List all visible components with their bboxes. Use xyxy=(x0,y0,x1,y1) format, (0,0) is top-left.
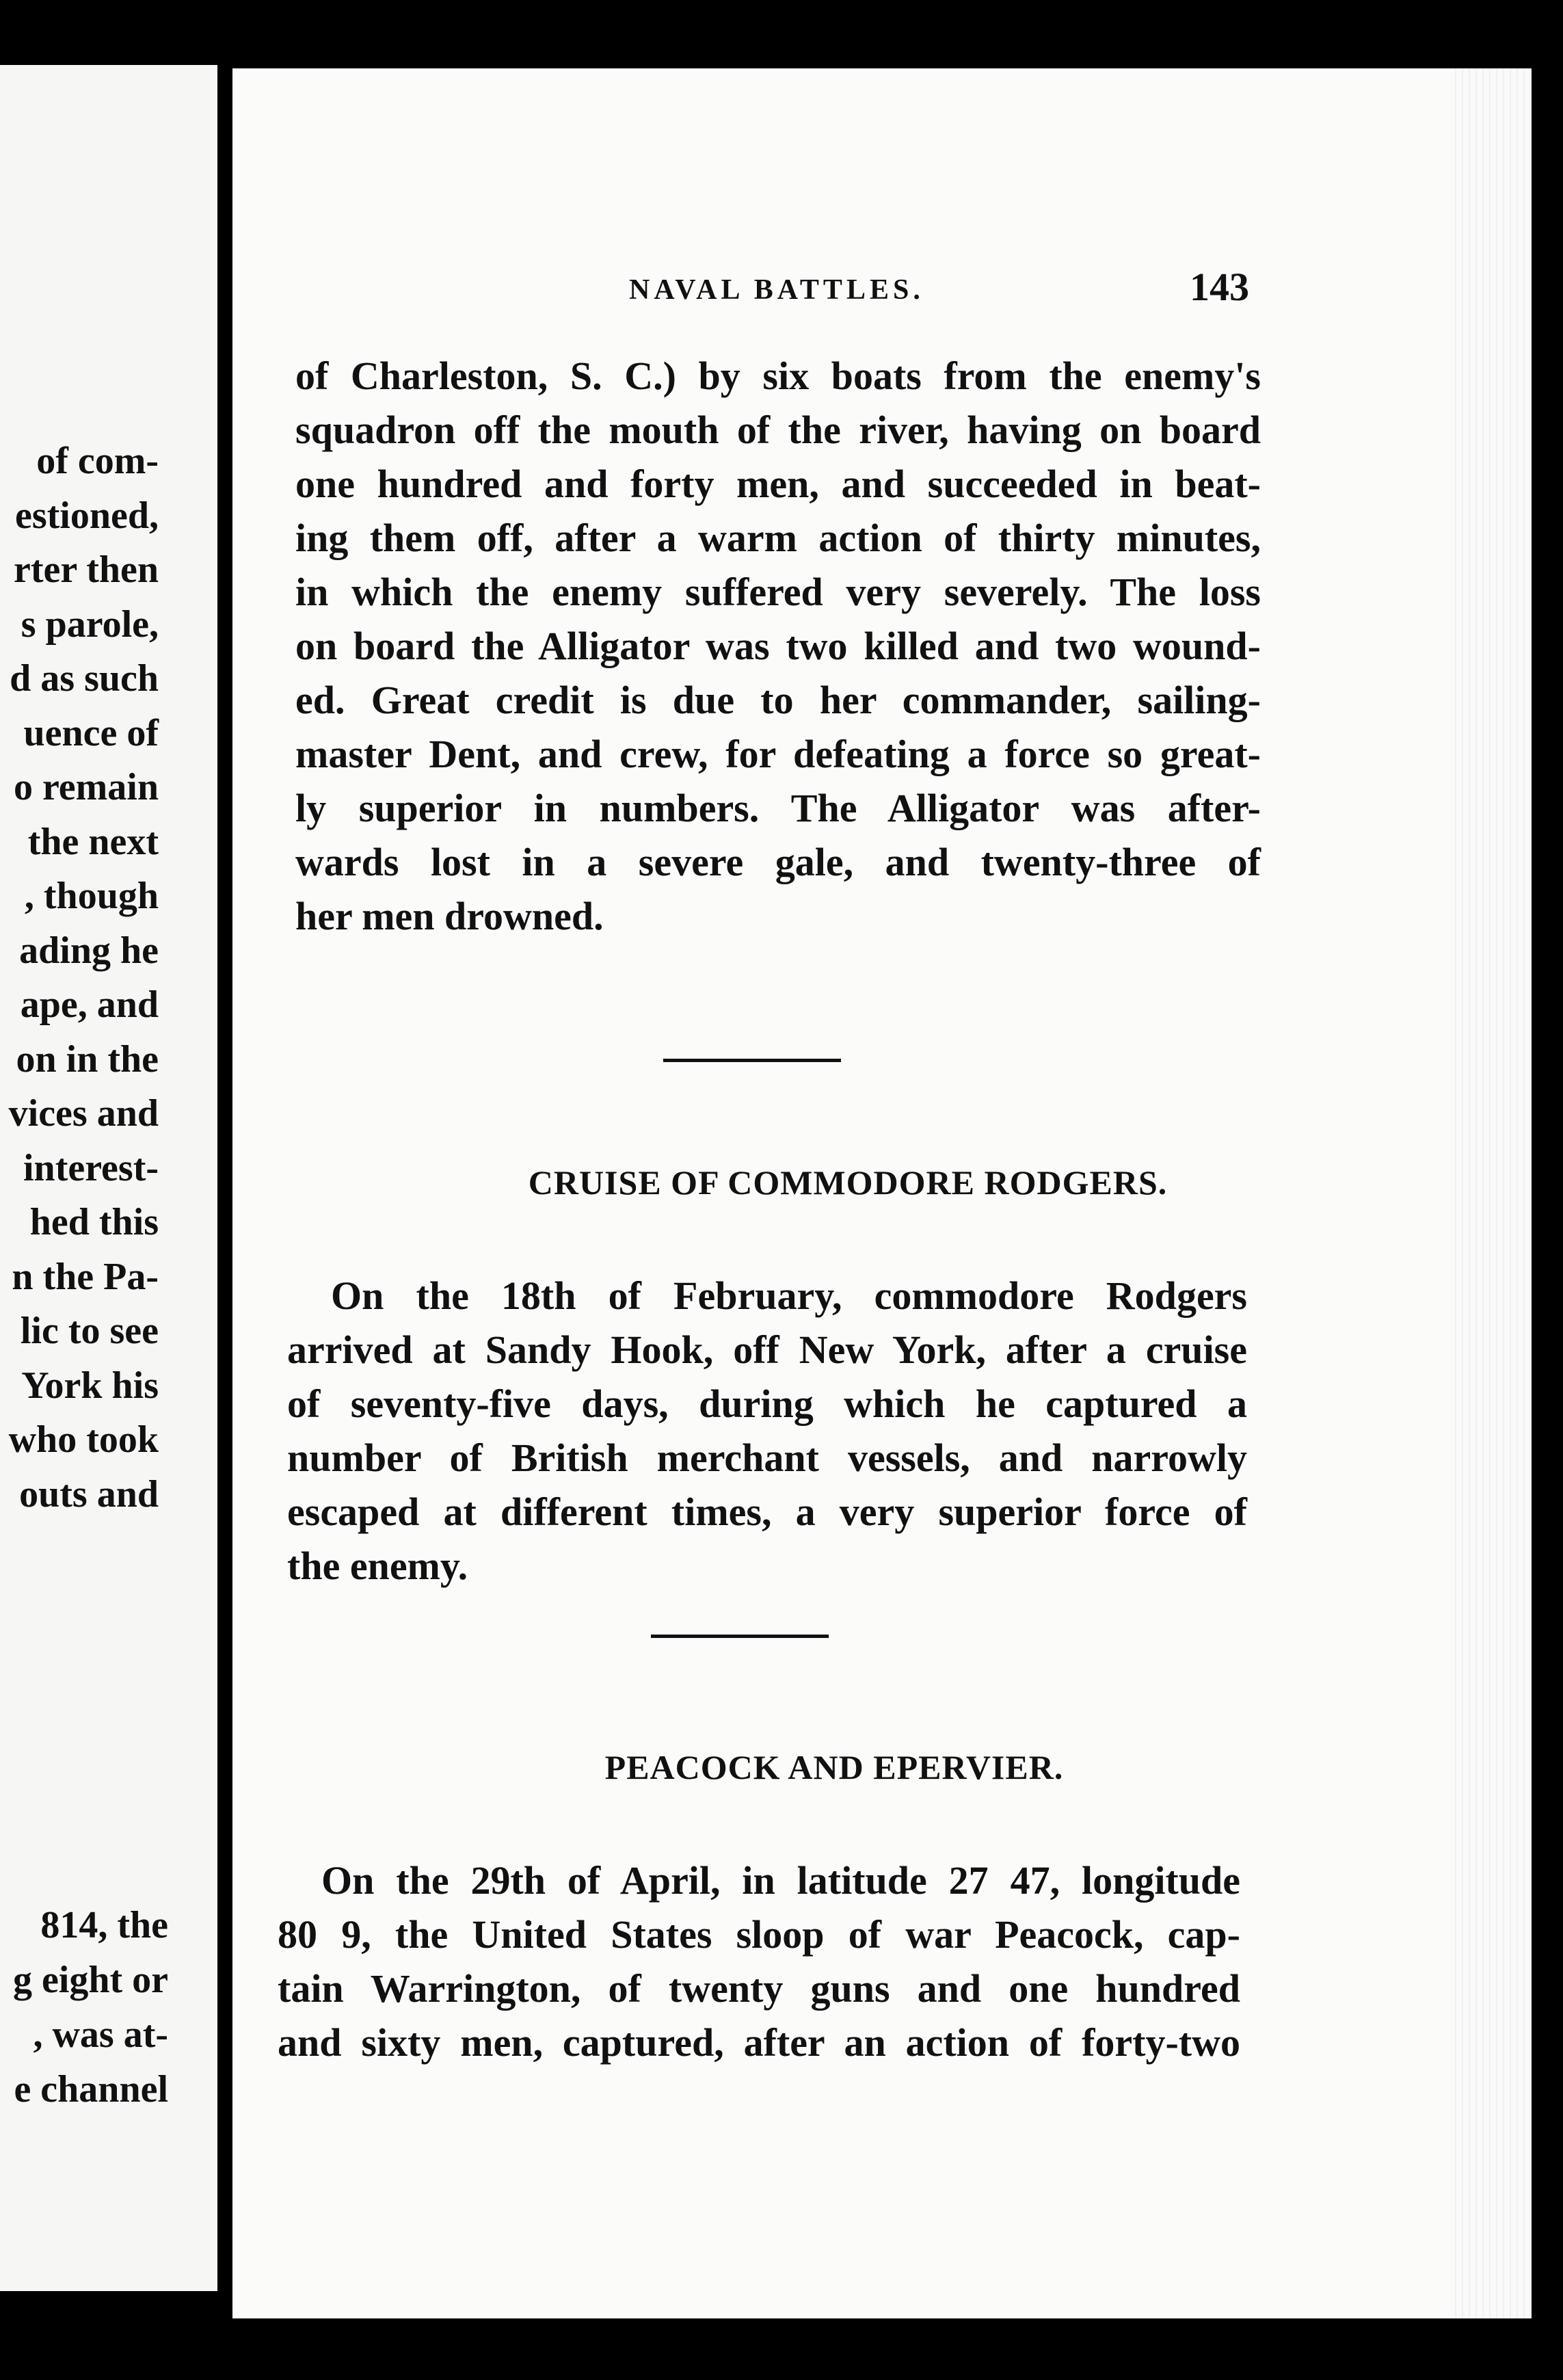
text-line: g eight or xyxy=(12,1959,168,2001)
text-line: rter then xyxy=(14,548,159,591)
book-spine xyxy=(217,62,232,2298)
text-line: in which the enemy suffered very severely. The loss xyxy=(295,570,1261,614)
section-divider xyxy=(651,1635,829,1638)
paragraph-peacock xyxy=(278,1853,1240,2070)
text-line: wards lost in a severe gale, and twenty-three of xyxy=(295,840,1261,884)
text-line: the enemy. xyxy=(287,1544,468,1588)
text-line: estioned, xyxy=(15,494,159,537)
text-line: s parole, xyxy=(21,603,159,646)
text-line: one hundred and forty men, and succeeded in beat- xyxy=(295,462,1261,506)
text-line: lic to see xyxy=(20,1310,159,1352)
text-span: the 29th of April, in latitude 27 47, longitude xyxy=(396,1858,1241,1903)
text-line: n the Pa- xyxy=(12,1255,159,1298)
text-line: interest- xyxy=(23,1146,159,1189)
text-line: d as such xyxy=(10,657,159,700)
text-line: e channel xyxy=(14,2068,168,2111)
text-line: York his xyxy=(21,1364,159,1407)
text-line: master Dent, and crew, for defeating a force so great- xyxy=(295,732,1261,776)
text-line: ed. Great credit is due to her commander, sailing- xyxy=(295,678,1261,722)
text-line: tain Warrington, of twenty guns and one hundred xyxy=(278,1966,1240,2011)
text-line: of com- xyxy=(36,440,159,482)
left-page xyxy=(0,65,217,2291)
running-head: NAVAL BATTLES. xyxy=(629,274,924,306)
text-line: who took xyxy=(8,1418,159,1461)
text-line: number of British merchant vessels, and narrowly xyxy=(287,1436,1247,1480)
text-line: outs and xyxy=(19,1472,159,1516)
left-page-text-top xyxy=(9,434,159,1522)
right-page xyxy=(232,68,1532,2318)
text-line: , was at- xyxy=(33,2013,168,2056)
text-line: the next xyxy=(27,820,159,863)
left-page-text-bottom xyxy=(13,1898,168,2117)
text-line xyxy=(278,1853,1240,1907)
section-heading: PEACOCK AND EPERVIER. xyxy=(604,1748,1064,1786)
text-line: ape, and xyxy=(20,983,159,1026)
section-divider xyxy=(663,1059,841,1062)
text-line: o remain xyxy=(13,766,159,808)
text-line: ading he xyxy=(19,929,159,972)
paragraph-continued xyxy=(295,349,1261,943)
text-line: 80 9, the United States sloop of war Peacock, cap- xyxy=(278,1912,1240,1957)
text-line: of seventy-five days, during which he captured a xyxy=(287,1381,1247,1426)
text-line: vices and xyxy=(8,1092,159,1135)
drop-cap: On xyxy=(321,1858,375,1903)
text-line xyxy=(287,1269,1247,1323)
text-line: on in the xyxy=(16,1037,159,1081)
text-line: ly superior in numbers. The Alligator was after- xyxy=(295,786,1261,830)
text-line: uence of xyxy=(23,711,159,754)
text-line: squadron off the mouth of the river, having on board xyxy=(295,408,1261,452)
page-number: 143 xyxy=(1190,265,1249,309)
paragraph-cruise xyxy=(287,1269,1247,1593)
text-line: of Charleston, S. C.) by six boats from the enemy's xyxy=(295,354,1261,398)
text-line: her men drowned. xyxy=(295,894,604,938)
text-span: the 18th of February, commodore Rodgers xyxy=(416,1273,1247,1318)
text-line: arrived at Sandy Hook, off New York, after a cruise xyxy=(287,1327,1247,1372)
text-line: hed this xyxy=(29,1201,159,1243)
drop-cap: On xyxy=(331,1273,384,1318)
text-line: 814, the xyxy=(40,1904,168,1946)
text-line: escaped at different times, a very superior force of xyxy=(287,1490,1247,1534)
text-line: on board the Alligator was two killed and two wound- xyxy=(295,624,1261,668)
text-line: , though xyxy=(24,875,159,917)
section-heading: CRUISE OF COMMODORE RODGERS. xyxy=(528,1163,1168,1202)
text-line: and sixty men, captured, after an action of forty-two xyxy=(278,2020,1240,2065)
text-line: ing them off, after a warm action of thirty minutes, xyxy=(295,516,1261,560)
